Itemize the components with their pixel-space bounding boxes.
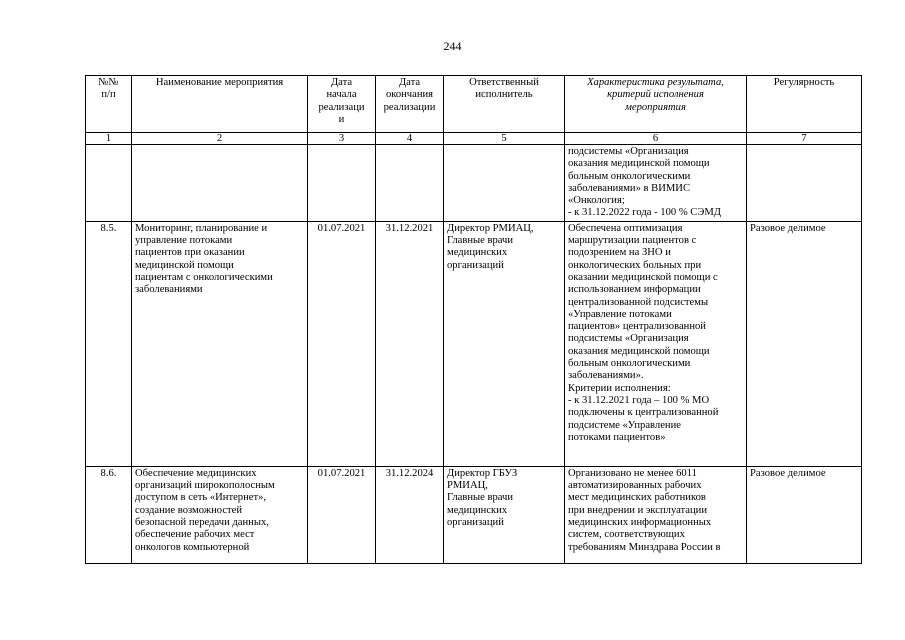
cell-line: подсистеме «Управление <box>568 419 681 431</box>
row-regularity: Разовое делимое <box>747 221 862 466</box>
cell-line: мероприятия <box>625 101 686 113</box>
cell-line: реализаци <box>318 101 365 113</box>
cell-line: мест медицинских работников <box>568 492 706 504</box>
row-end-date <box>376 145 444 222</box>
cell-line: исполнитель <box>475 89 533 101</box>
cell-line: подсистемы «Организация <box>568 146 689 157</box>
cell-line: Дата <box>398 77 421 88</box>
cell-line: медицинских <box>447 504 508 516</box>
column-number-row <box>86 133 862 145</box>
row-responsible <box>444 466 565 563</box>
row-regularity <box>747 145 862 222</box>
cell-line: Мониторинг, планирование и <box>135 222 268 234</box>
cell-line: №№ <box>98 77 119 88</box>
activities-table <box>85 75 862 564</box>
cell-line: оказания медицинской помощи <box>568 345 710 357</box>
cell-line: РМИАЦ, <box>447 480 488 492</box>
header-regularity <box>747 76 862 133</box>
table-row <box>86 466 862 563</box>
column-number: 7 <box>747 133 862 145</box>
cell-line: при внедрении и эксплуатации <box>568 504 708 516</box>
cell-line: «Онкология; <box>568 195 625 207</box>
cell-line: безопасной передачи данных, <box>135 516 269 528</box>
row-start-date: 01.07.2021 <box>308 466 376 563</box>
cell-line: маршрутизации пациентов с <box>568 235 697 247</box>
cell-line: медицинских <box>447 247 508 259</box>
cell-line: Регулярность <box>773 77 835 88</box>
column-number: 4 <box>376 133 444 145</box>
cell-line: медицинских информационных <box>568 516 712 528</box>
cell-line: требованиям Минздрава России в <box>568 541 721 553</box>
header-responsible <box>444 76 565 133</box>
cell-line: обеспечение рабочих мест <box>135 529 255 541</box>
row-num: 8.5. <box>86 221 132 466</box>
cell-line: систем, соответствующих <box>568 529 685 541</box>
cell-line: Ответственный <box>469 77 539 88</box>
cell-line: Директор ГБУЗ <box>447 467 518 479</box>
header-name <box>132 76 308 133</box>
row-num <box>86 145 132 222</box>
cell-line: Дата <box>330 77 353 88</box>
row-end-date: 31.12.2021 <box>376 221 444 466</box>
cell-line: Главные врачи <box>447 235 514 247</box>
row-responsible <box>444 221 565 466</box>
cell-line: - к 31.12.2021 года – 100 % МО <box>568 394 710 406</box>
cell-line: критерий исполнения <box>607 89 704 101</box>
cell-line: онкологов компьютерной <box>135 541 250 553</box>
table-row <box>86 221 862 466</box>
table-row <box>86 145 862 222</box>
row-result <box>565 145 747 222</box>
header-row <box>86 76 862 133</box>
row-num: 8.6. <box>86 466 132 563</box>
header-num <box>86 76 132 133</box>
cell-line: потоками пациентов» <box>568 431 666 443</box>
row-result <box>565 466 747 563</box>
cell-line: Обеспечена оптимизация <box>568 222 683 234</box>
cell-line: организаций <box>447 516 504 528</box>
column-number: 6 <box>565 133 747 145</box>
cell-line: «Управление потоками <box>568 308 672 320</box>
cell-line: оказании медицинской помощи с <box>568 271 718 283</box>
cell-line: начала <box>326 89 357 101</box>
cell-line: Главные врачи <box>447 492 514 504</box>
cell-line: и <box>338 113 345 125</box>
cell-line: пациентов» централизованной <box>568 321 706 333</box>
row-regularity: Разовое делимое <box>747 466 862 563</box>
header-start-date <box>308 76 376 133</box>
cell-line: управление потоками <box>135 235 233 247</box>
column-number: 2 <box>132 133 308 145</box>
cell-line: организаций широкополосным <box>135 480 275 492</box>
cell-line: реализации <box>383 101 436 113</box>
row-name <box>132 145 308 222</box>
cell-line: заболеваниями». <box>568 370 644 382</box>
row-responsible <box>444 145 565 222</box>
row-start-date <box>308 145 376 222</box>
row-result <box>565 221 747 466</box>
cell-line: подозрением на ЗНО и <box>568 247 671 259</box>
cell-line: - к 31.12.2022 года - 100 % СЭМД <box>568 207 721 219</box>
row-start-date: 01.07.2021 <box>308 221 376 466</box>
cell-line: окончания <box>385 89 434 101</box>
cell-line: Характеристика результата, <box>587 77 724 88</box>
cell-line: использованием информации <box>568 284 701 296</box>
cell-line: Критерии исполнения: <box>568 382 671 394</box>
cell-line: п/п <box>101 89 116 101</box>
cell-line: доступом в сеть «Интернет», <box>135 492 267 504</box>
cell-line: Обеспечение медицинских <box>135 467 257 479</box>
cell-line: создание возможностей <box>135 504 243 516</box>
cell-line: заболеваниями <box>135 284 203 296</box>
cell-line: пациентам с онкологическими <box>135 271 273 283</box>
cell-line: подключены к централизованной <box>568 407 719 419</box>
cell-line: Наименование мероприятия <box>155 77 284 88</box>
cell-line: онкологических больных при <box>568 259 702 271</box>
column-number: 5 <box>444 133 565 145</box>
cell-line: больным онкологическими <box>568 358 691 370</box>
row-name <box>132 466 308 563</box>
header-result <box>565 76 747 133</box>
cell-line: оказания медицинской помощи <box>568 158 710 170</box>
cell-line: Директор РМИАЦ, <box>447 222 534 234</box>
cell-line: организаций <box>447 259 504 271</box>
row-name <box>132 221 308 466</box>
cell-line: медицинской помощи <box>135 259 234 271</box>
column-number: 3 <box>308 133 376 145</box>
cell-line: Организовано не менее 6011 <box>568 467 697 479</box>
header-end-date <box>376 76 444 133</box>
column-number: 1 <box>86 133 132 145</box>
cell-line: централизованной подсистемы <box>568 296 709 308</box>
cell-line: пациентов при оказании <box>135 247 245 259</box>
cell-line: подсистемы «Организация <box>568 333 689 345</box>
row-end-date: 31.12.2024 <box>376 466 444 563</box>
cell-line: заболеваниями» в ВИМИС <box>568 182 691 194</box>
cell-line: автоматизированных рабочих <box>568 480 702 492</box>
page-number: 244 <box>443 39 462 53</box>
cell-line: больным онкологическими <box>568 170 691 182</box>
